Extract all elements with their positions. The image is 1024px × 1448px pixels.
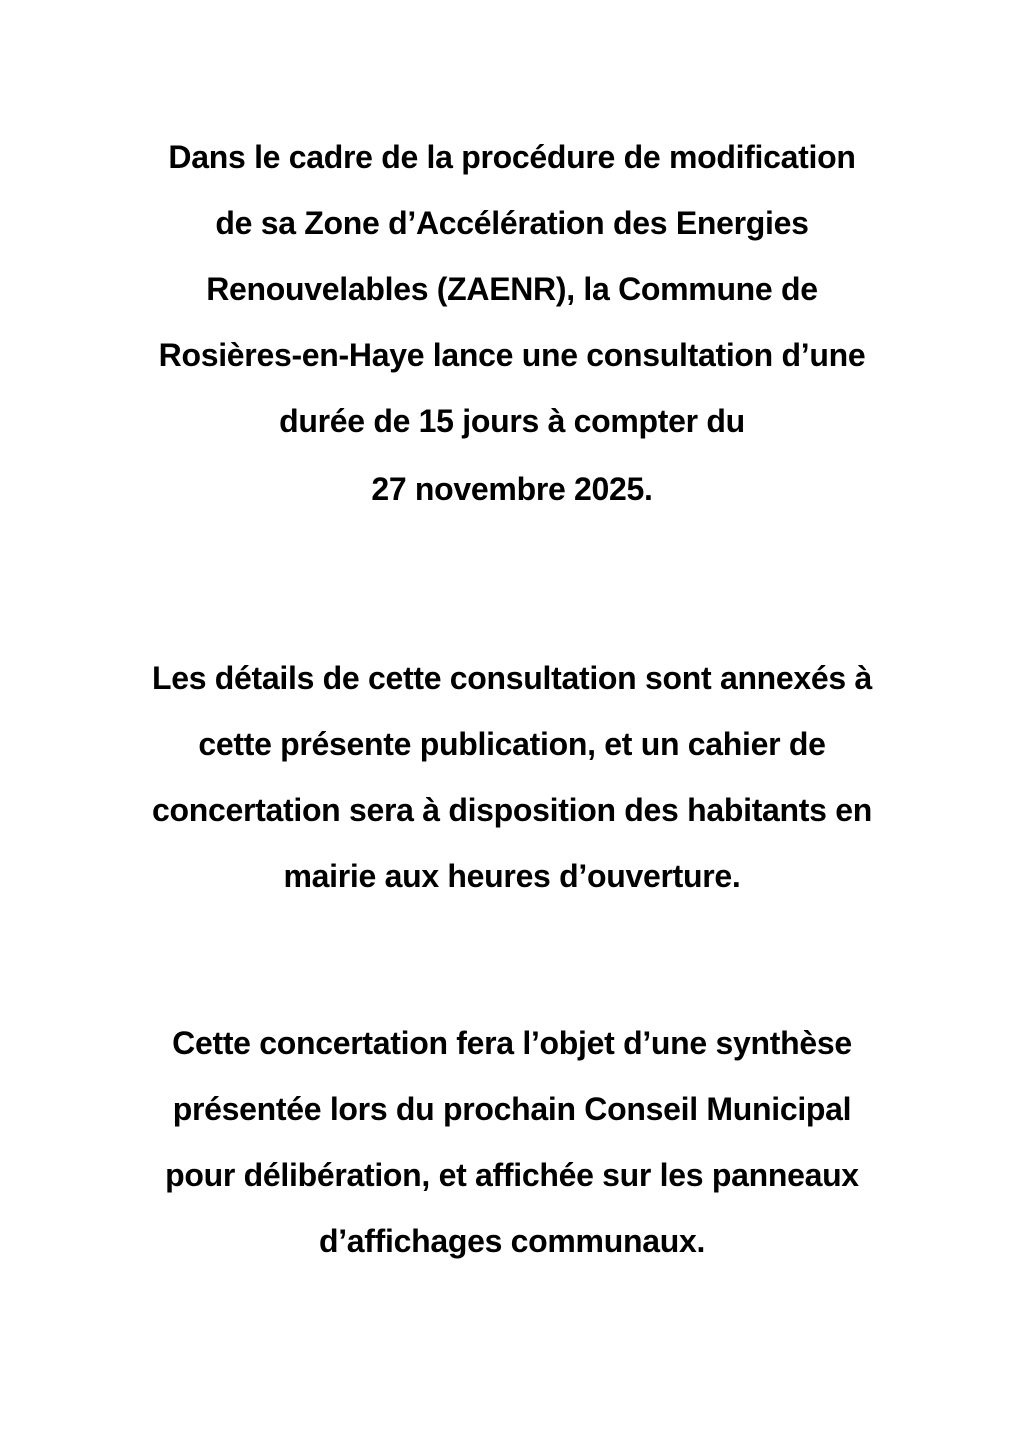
start-date: 27 novembre 2025. xyxy=(371,471,653,507)
text-line: d’affichages communaux. xyxy=(318,1223,706,1259)
text-line: Les détails de cette consultation sont annexés à xyxy=(151,660,873,696)
text-line: pour délibération, et affichée sur les panneaux xyxy=(165,1157,859,1193)
paragraph-consultation-announcement xyxy=(0,124,1024,522)
paragraph-synthesis xyxy=(0,1010,1024,1274)
text-line: Dans le cadre de la procédure de modification xyxy=(168,139,856,175)
text-line: durée de 15 jours à compter du xyxy=(279,403,745,439)
text-line: présentée lors du prochain Conseil Municipal xyxy=(172,1091,852,1127)
text-line: de sa Zone d’Accélération des Energies xyxy=(215,205,809,241)
text-line: Renouvelables (ZAENR), la Commune de xyxy=(206,271,818,307)
text-line: Cette concertation fera l’objet d’une synthèse xyxy=(172,1025,852,1061)
text-line: mairie aux heures d’ouverture. xyxy=(283,858,741,894)
paragraph-consultation-details xyxy=(0,645,1024,909)
text-line: concertation sera à disposition des habitants en xyxy=(152,792,872,828)
text-line: Rosières-en-Haye lance une consultation d’une xyxy=(158,337,866,373)
text-line: cette présente publication, et un cahier de xyxy=(198,726,826,762)
